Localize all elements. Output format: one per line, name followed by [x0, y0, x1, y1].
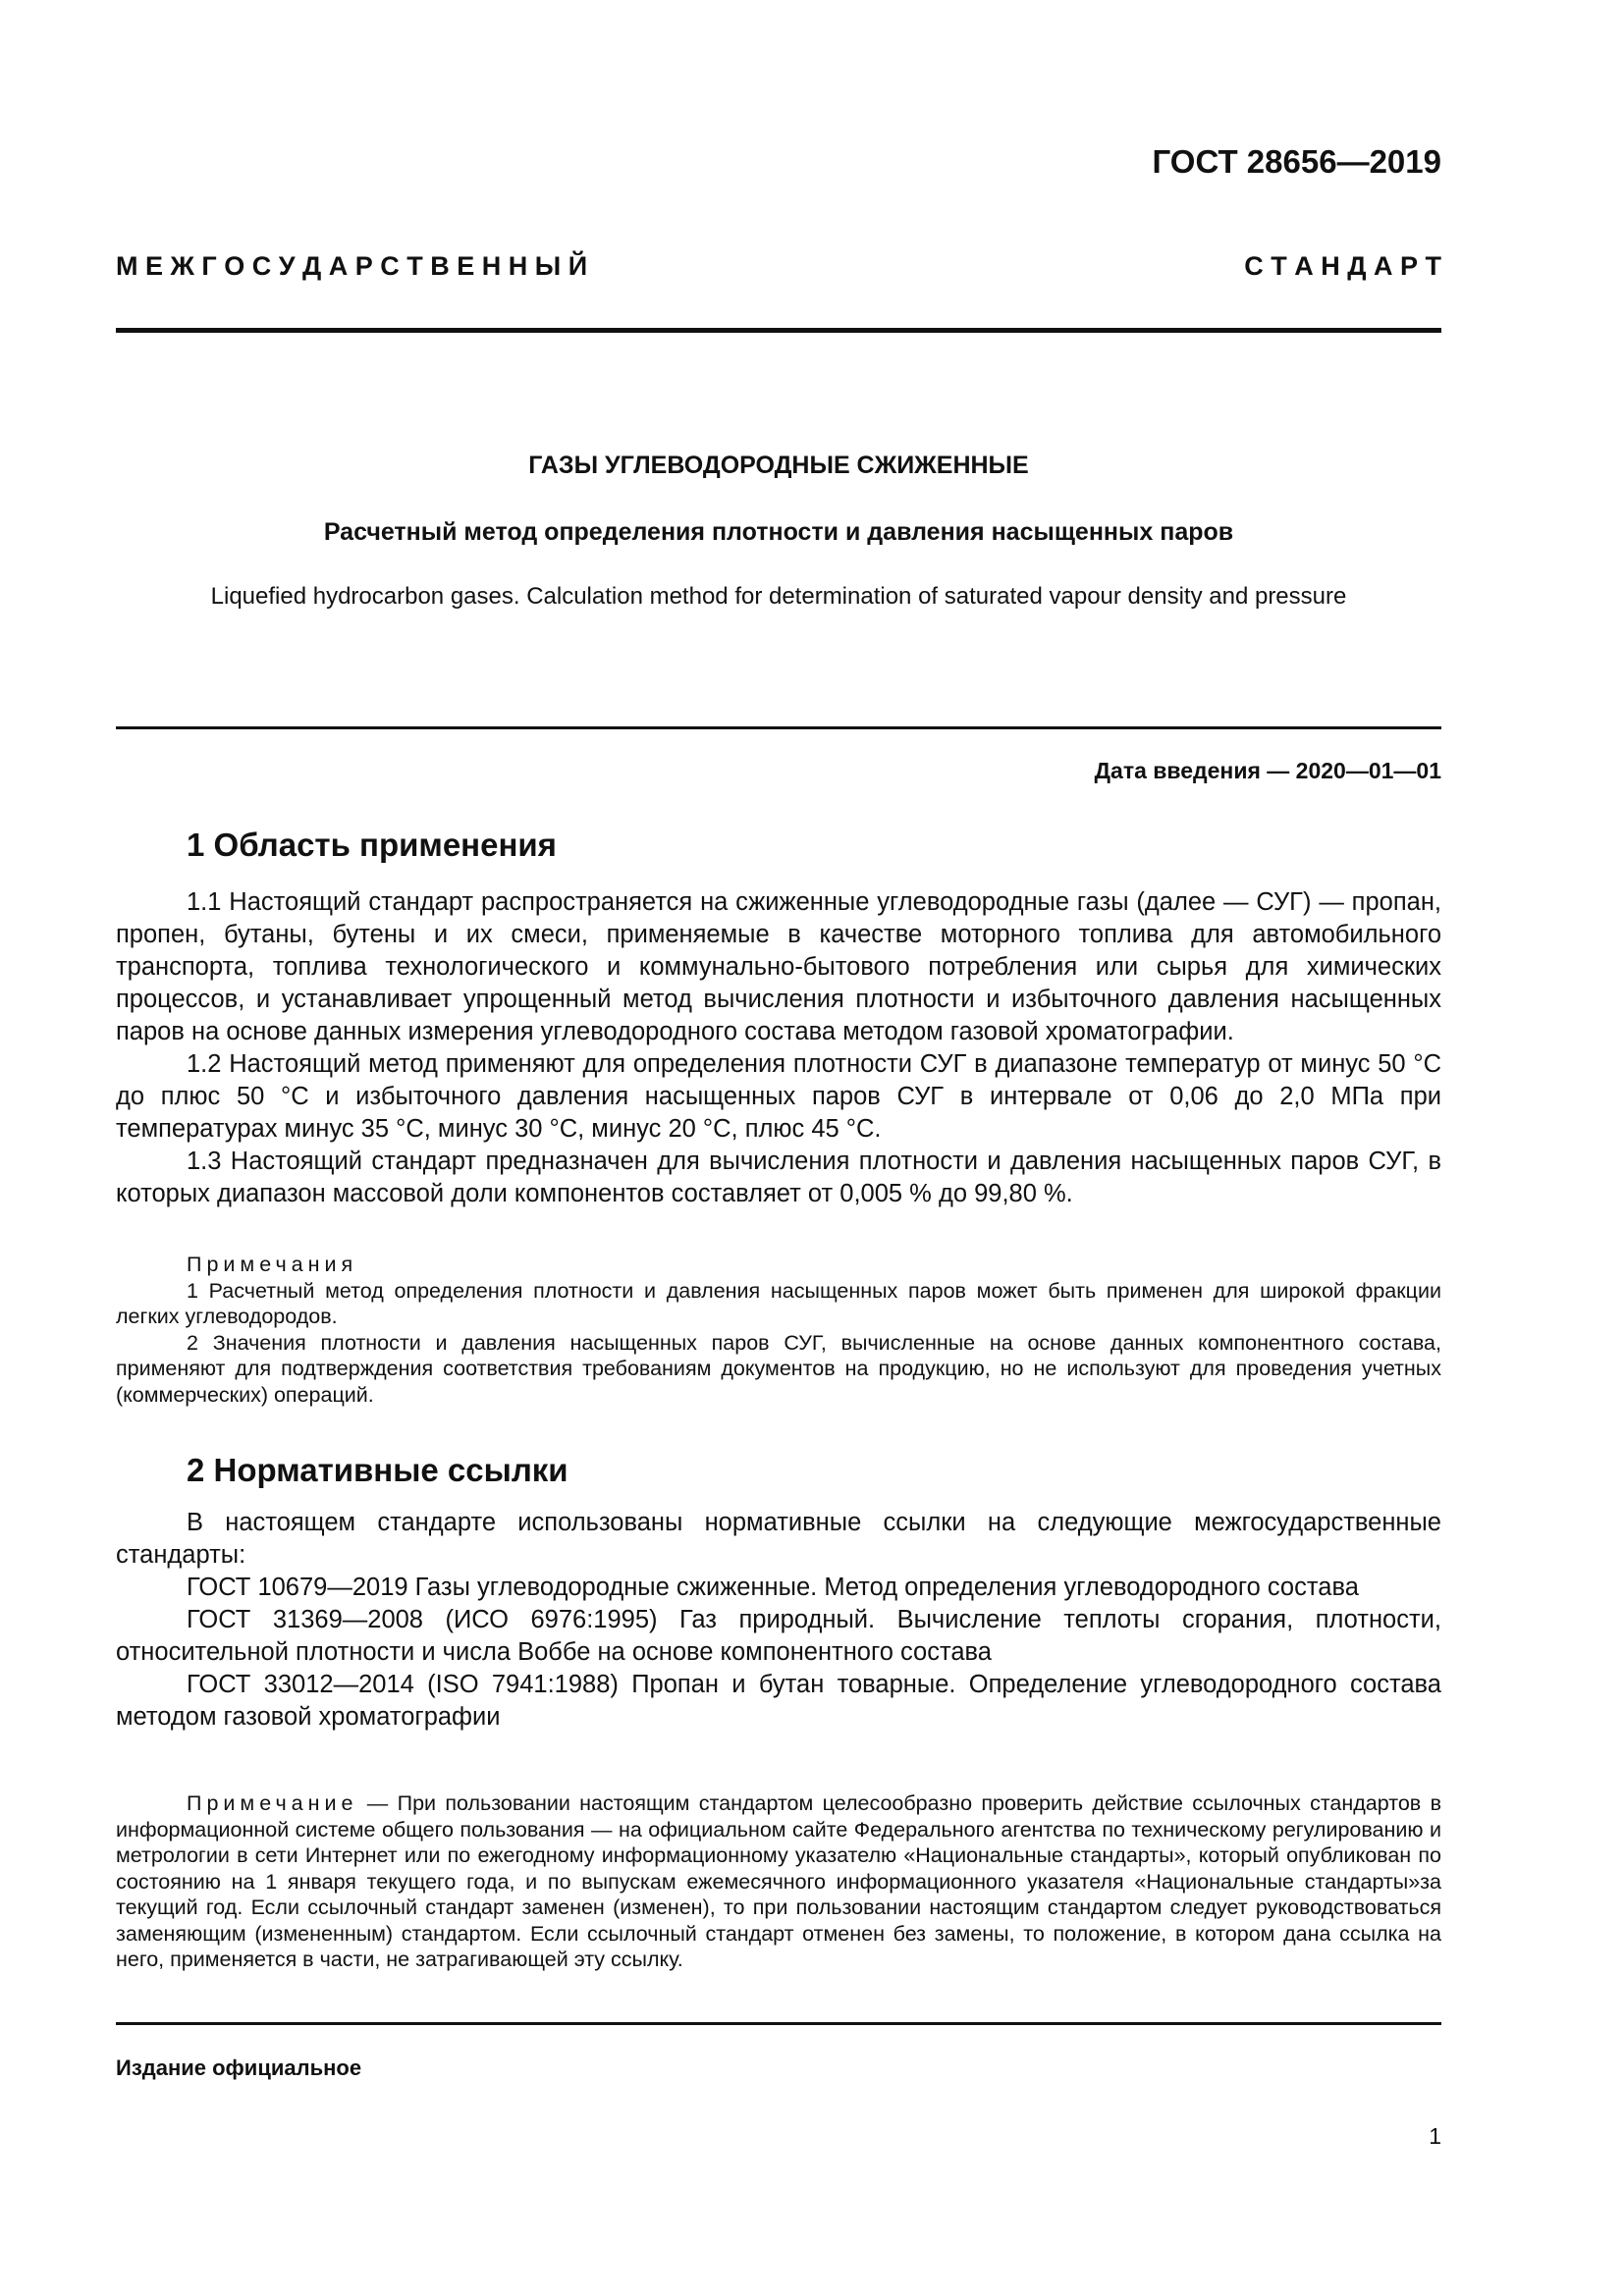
title-divider: [116, 726, 1441, 729]
footer-divider: [116, 2022, 1441, 2025]
paragraph-1-1: 1.1 Настоящий стандарт распространяется на сжиженные углеводородные газы (далее — СУГ) — пропан, пропен, бутаны, бутены и их смеси, применяемые в качестве моторного топлива для автомобильного транспорта, топлива технологического и коммунально-бытового потребления или сырья для химических процессов, и устанавливает упрощенный метод вычисления плотности и избыточного давления насыщенных паров на основе данных измерения углеводородного состава методом газовой хроматографии.: [116, 888, 1441, 1045]
introduction-date: Дата введения — 2020—01—01: [1094, 758, 1441, 783]
note-1: 1 Расчетный метод определения плотности и давления насыщенных паров может быть применен для широкой фракции легких углеводородов.: [116, 1278, 1441, 1328]
note-text: — При пользовании настоящим стандартом целесообразно проверить действие ссылочных стандартов в информационной системе общего пользования — на официальном сайте Федерального агентства по техническому регулированию и метрологии в сети Интернет или по ежегодному информационному указателю «Национальные стандарты», который опубликован по состоянию на 1 января текущего года, и по выпускам ежемесячного информационного указателя «Национальные стандарты»за текущий год. Если ссылочный стандарт заменен (изменен), то при пользовании настоящим стандартом следует руководствоваться заменяющим (измененным) стандартом. Если ссылочный стандарт отменен без замены, то положение, в котором дана ссылка на него, применяется в части, не затрагивающей эту ссылку.: [116, 1791, 1441, 1971]
official-edition-label: Издание официальное: [116, 2056, 362, 2080]
section-2-note: [116, 1790, 1441, 1973]
english-title: Liquefied hydrocarbon gases. Calculation method for determination of saturated vapour density and pressure: [210, 583, 1347, 610]
header-divider: [116, 328, 1441, 333]
document-title: ГАЗЫ УГЛЕВОДОРОДНЫЕ СЖИЖЕННЫЕ: [528, 452, 1029, 479]
paragraph-1-3: 1.3 Настоящий стандарт предназначен для вычисления плотности и давления насыщенных паров СУГ, в которых диапазон массовой доли компонентов составляет от 0,005 % до 99,80 %.: [116, 1148, 1441, 1207]
section-1-body: [116, 886, 1441, 1210]
standard-type-word-1: М Е Ж Г О С У Д А Р С Т В Е Н Н Ы Й: [116, 251, 588, 281]
reference-gost-33012: ГОСТ 33012—2014 (ISO 7941:1988) Пропан и бутан товарные. Определение углеводородного состава методом газовой хроматографии: [116, 1671, 1441, 1731]
paragraph-2-intro: В настоящем стандарте использованы нормативные ссылки на следующие межгосударственные стандарты:: [116, 1509, 1441, 1569]
standard-number: ГОСТ 28656—2019: [1152, 143, 1441, 180]
section-1-heading: 1 Область применения: [187, 827, 557, 863]
notes-label: Примечания: [187, 1253, 358, 1276]
document-subtitle: Расчетный метод определения плотности и давления насыщенных паров: [323, 518, 1234, 546]
standard-type-heading: [116, 251, 1441, 282]
page-number: 1: [1429, 2123, 1441, 2149]
reference-gost-31369: ГОСТ 31369—2008 (ИСО 6976:1995) Газ природный. Вычисление теплоты сгорания, плотности, относительной плотности и числа Воббе на основе компонентного состава: [116, 1606, 1441, 1666]
section-2-heading: 2 Нормативные ссылки: [187, 1452, 568, 1488]
standard-type-word-2: С Т А Н Д А Р Т: [1244, 251, 1441, 281]
section-2-note-paragraph: [116, 1790, 1441, 1973]
reference-gost-10679: ГОСТ 10679—2019 Газы углеводородные сжиженные. Метод определения углеводородного состава: [187, 1574, 1359, 1601]
section-2-body: [116, 1507, 1441, 1734]
section-1-notes: [116, 1252, 1441, 1408]
note-2: 2 Значения плотности и давления насыщенных паров СУГ, вычисленные на основе данных компонентного состава, применяют для подтверждения соответствия требованиям документов на продукцию, но не используют для проведения учетных (коммерческих) операций.: [116, 1330, 1441, 1407]
note-label: Примечание: [187, 1791, 358, 1815]
paragraph-1-2: 1.2 Настоящий метод применяют для определения плотности СУГ в диапазоне температур от минус 50 °С до плюс 50 °С и избыточного давления насыщенных паров СУГ в интервале от 0,06 до 2,0 МПа при температурах минус 35 °С, минус 30 °С, минус 20 °С, плюс 45 °С.: [116, 1050, 1441, 1143]
